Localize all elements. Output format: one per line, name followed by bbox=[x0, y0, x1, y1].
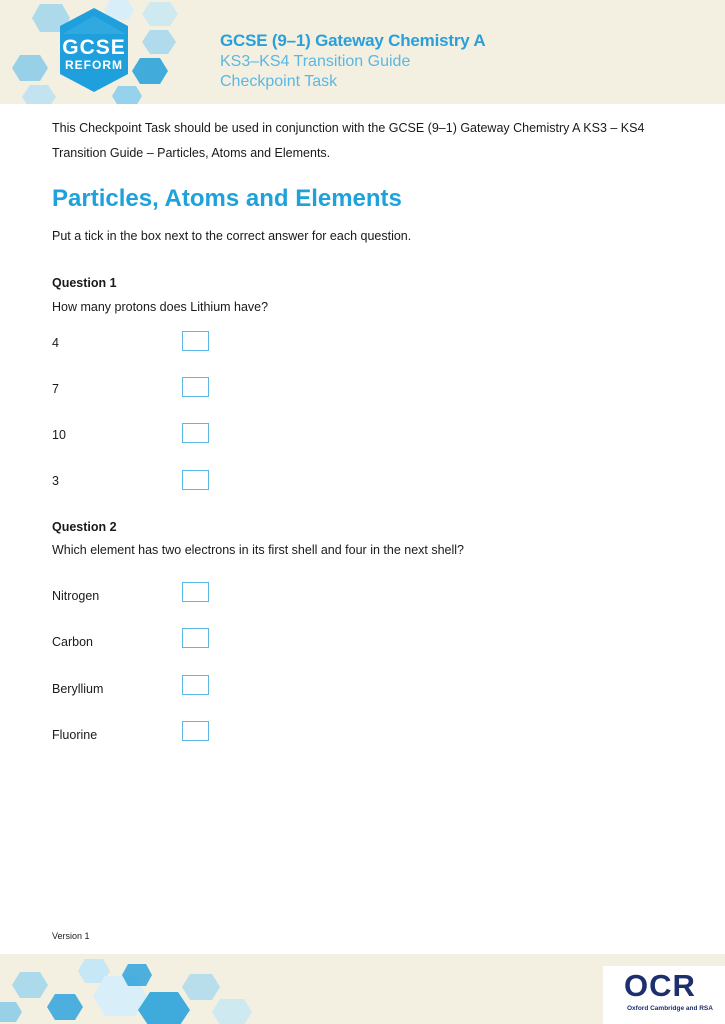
question-2-text: Which element has two electrons in its first shell and four in the next shell? bbox=[52, 543, 465, 557]
header-title: GCSE (9–1) Gateway Chemistry A bbox=[220, 31, 486, 50]
badge-gcse-label: GCSE bbox=[62, 36, 126, 59]
option-label: 7 bbox=[52, 382, 59, 396]
answer-checkbox[interactable] bbox=[182, 582, 209, 602]
option-label: Beryllium bbox=[52, 682, 104, 696]
option-label: 10 bbox=[52, 428, 66, 442]
option-label: Fluorine bbox=[52, 728, 98, 742]
header-band bbox=[0, 0, 725, 104]
answer-checkbox[interactable] bbox=[182, 628, 209, 648]
question-1-text: How many protons does Lithium have? bbox=[52, 300, 269, 314]
answer-checkbox[interactable] bbox=[182, 675, 209, 695]
instruction-text: Put a tick in the box next to the correct answer for each question. bbox=[52, 229, 412, 243]
hexagon-pattern-icon bbox=[0, 954, 280, 1024]
option-label: 4 bbox=[52, 336, 59, 350]
ocr-logo: OCR bbox=[624, 968, 696, 1003]
question-1-heading: Question 1 bbox=[52, 276, 117, 290]
option-label: Nitrogen bbox=[52, 589, 100, 603]
header-subtitle-task: Checkpoint Task bbox=[220, 73, 338, 90]
answer-checkbox[interactable] bbox=[182, 423, 209, 443]
ocr-tagline: Oxford Cambridge and RSA bbox=[627, 1005, 713, 1012]
option-label: Carbon bbox=[52, 635, 93, 649]
header-titles bbox=[220, 30, 485, 92]
answer-checkbox[interactable] bbox=[182, 470, 209, 490]
intro-paragraph: This Checkpoint Task should be used in conjunction with the GCSE (9–1) Gateway Chemistry A KS3 – KS4 Transition Guide – Particles, Atoms and Elements. bbox=[52, 121, 645, 160]
answer-checkbox[interactable] bbox=[182, 331, 209, 351]
question-2-heading: Question 2 bbox=[52, 520, 117, 534]
header-subtitle: KS3–KS4 Transition Guide bbox=[220, 53, 411, 70]
answer-checkbox[interactable] bbox=[182, 377, 209, 397]
version-label: Version 1 bbox=[52, 931, 90, 941]
option-label: 3 bbox=[52, 474, 59, 488]
badge-reform-label: REFORM bbox=[65, 58, 123, 72]
answer-checkbox[interactable] bbox=[182, 721, 209, 741]
page-title: Particles, Atoms and Elements bbox=[52, 185, 402, 212]
